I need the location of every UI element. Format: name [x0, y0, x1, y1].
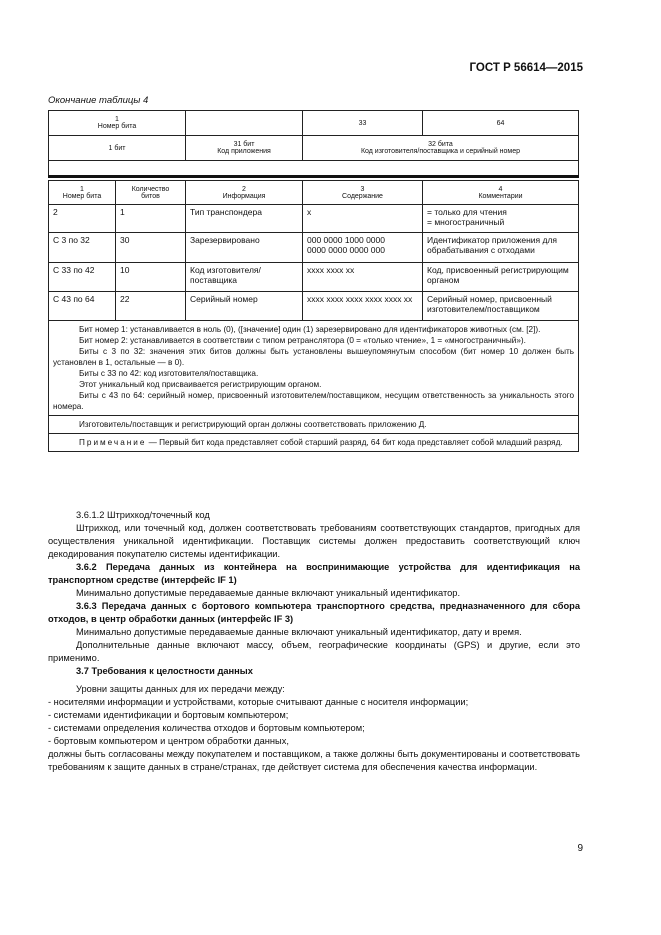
table-cell: С 43 по 64: [49, 292, 116, 321]
paragraph: должны быть согласованы между покупателем и поставщиком, а также должны быть документированы и соответствовать требованиям к защите данных в стране/странах, где действует система для обеспечения качества информации.: [48, 749, 580, 772]
table-cell: С 3 по 32: [49, 233, 116, 263]
table-cell: Код изготовителя/поставщика: [186, 263, 303, 292]
col-header: 2 Информация: [186, 181, 303, 205]
note-line: Биты с 3 по 32: значения этих битов должны быть установлены вышеупомянутым способом (бит номер 10 должен быть установлен в 1, остальные — в 0).: [53, 347, 574, 367]
table-caption: Окончание таблицы 4: [48, 95, 149, 106]
note-line: Бит номер 2: устанавливается в соответствии с типом ретранслятора (0 = «только чтение», 1 = «многостраничный»).: [79, 336, 526, 345]
table-cell: Идентификатор приложения для обрабатывания с отходами: [423, 233, 579, 263]
list-item: - системами определения количества отходов и бортовым компьютером;: [48, 723, 365, 733]
spacer-row: [49, 161, 579, 177]
section-heading: 3.6.2 Передача данных из контейнера на воспринимающие устройства для идентификация на транспортном средстве (интерфейс IF 1): [48, 562, 580, 585]
note-line: Биты с 33 по 42: код изготовителя/поставщика.: [79, 369, 259, 378]
table-cell: С 33 по 42: [49, 263, 116, 292]
col-header: 4 Комментарии: [423, 181, 579, 205]
table-cell: Тип транспондера: [186, 205, 303, 233]
list-item: - системами идентификации и бортовым компьютером;: [48, 710, 289, 720]
table-cell: xxxx xxxx xx: [303, 263, 423, 292]
body-text: [48, 509, 580, 774]
list-item: - носителями информации и устройствами, которые считывают данные с носителя информации;: [48, 697, 469, 707]
data-table: [48, 180, 579, 452]
table-cell: 2: [49, 205, 116, 233]
note-line: Этот уникальный код присваивается регистрирующим органом.: [79, 380, 322, 389]
table-cell: 22: [116, 292, 186, 321]
table-cell: 000 0000 1000 0000 0000 0000 0000 000: [303, 233, 423, 263]
page-number: 9: [577, 843, 583, 854]
standard-header: ГОСТ Р 56614—2015: [469, 62, 583, 74]
annex-note-cell: [49, 416, 579, 434]
empty-cell: [186, 111, 303, 136]
section-heading: 3.7 Требования к целостности данных: [76, 666, 253, 676]
app-code-cell: 31 бит Код приложения: [186, 136, 303, 161]
one-bit-cell: 1 бит: [49, 136, 186, 161]
table-cell: Серийный номер: [186, 292, 303, 321]
paragraph: Уровни защиты данных для их передачи между:: [76, 684, 285, 694]
table-cell: 10: [116, 263, 186, 292]
table-cell: = только для чтения = многостраничный: [423, 205, 579, 233]
annex-note: Изготовитель/поставщик и регистрирующий орган должны соответствовать приложению Д.: [79, 420, 427, 429]
remark-label: Примечание: [79, 438, 147, 447]
note-line: Бит номер 1: устанавливается в ноль (0), ([значение] один (1) зарезервировано для идентификаторов животных (см. [2]).: [79, 325, 541, 334]
table-cell: Код, присвоенный регистрирующим органом: [423, 263, 579, 292]
notes-cell: [49, 321, 579, 416]
bit-64-cell: 64: [423, 111, 579, 136]
bit-number-cell: 1 Номер бита: [49, 111, 186, 136]
section-heading: 3.6.1.2 Штрихкод/точечный код: [76, 510, 210, 520]
table-cell: 30: [116, 233, 186, 263]
table-cell: xxxx xxxx xxxx xxxx xxxx xx: [303, 292, 423, 321]
col-header: 3 Содержание: [303, 181, 423, 205]
bit-33-cell: 33: [303, 111, 423, 136]
table-cell: Зарезервировано: [186, 233, 303, 263]
remark-text: — Первый бит кода представляет собой старший разряд, 64 бит кода представляет собой младший разряд.: [146, 438, 563, 447]
col-header: 1 Номер бита: [49, 181, 116, 205]
paragraph: Штрихкод, или точечный код, должен соответствовать требованиям соответствующих стандартов, пригодных для осуществления уникальной идентификации. Поставщик системы должен предоставить соответствующий ключ декодирования покупателю системы идентификации.: [48, 523, 580, 559]
list-item: - бортовым компьютером и центром обработки данных,: [48, 736, 289, 746]
bit-layout-table: [48, 110, 579, 178]
note-line: Биты с 43 по 64: серийный номер, присвоенный изготовителем/поставщиком, несущим ответственность за уникальность этого номера.: [53, 391, 574, 411]
paragraph: Минимально допустимые передаваемые данные включают уникальный идентификатор, дату и время.: [76, 627, 522, 637]
paragraph: Минимально допустимые передаваемые данные включают уникальный идентификатор.: [76, 588, 461, 598]
col-header: Количество битов: [116, 181, 186, 205]
paragraph: Дополнительные данные включают массу, объем, географические координаты (GPS) и другие, если это применимо.: [48, 640, 580, 663]
table-cell: 1: [116, 205, 186, 233]
manufacturer-code-cell: 32 бита Код изготовителя/поставщика и серийный номер: [303, 136, 579, 161]
table-cell: x: [303, 205, 423, 233]
table-cell: Серийный номер, присвоенный изготовителем/поставщиком: [423, 292, 579, 321]
section-heading: 3.6.3 Передача данных с бортового компьютера транспортного средства, предназначенного для сбора отходов, в центр обработки данных (интерфейс IF 3): [48, 601, 580, 624]
remark-cell: [49, 434, 579, 452]
